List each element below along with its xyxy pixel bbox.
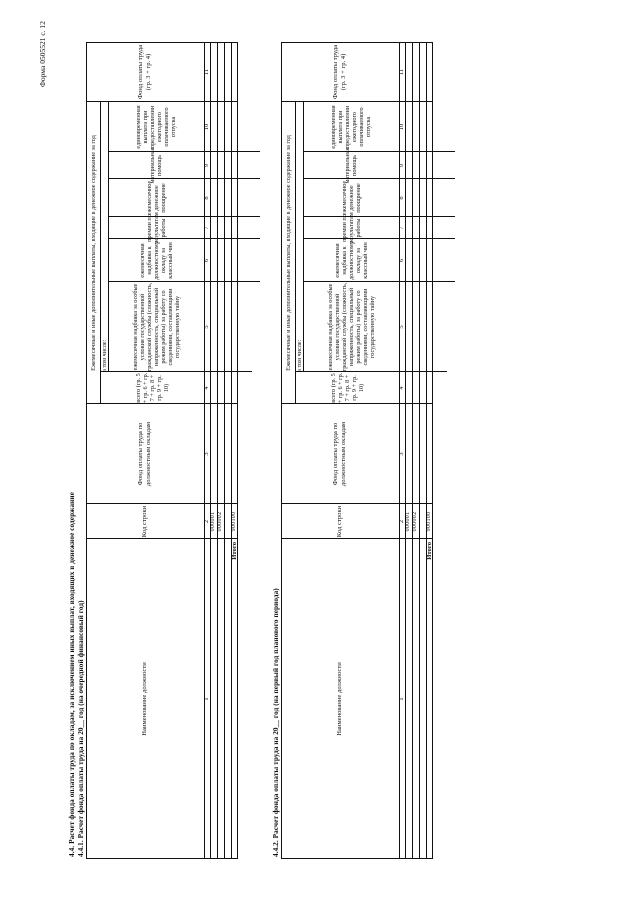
table-4-4-1 xyxy=(86,42,238,859)
column-number: 7 xyxy=(203,226,211,230)
col-header-total: всего (гр. 5 + гр. 6 + гр. 7 + гр. 8 + гр. 9 + гр. 10) xyxy=(329,372,365,404)
section-title: 4.4. Расчет фонда оплаты труда по окладам, за исключением иных выплат, входящих в денежное содержание xyxy=(68,492,76,857)
col-header-group: Ежемесячные и иные дополнительные выплаты, входящие в денежное содержание за год xyxy=(89,135,97,371)
column-number: 9 xyxy=(398,163,406,168)
column-number: 11 xyxy=(398,68,406,76)
col-header-c9: материальная помощь xyxy=(344,147,358,184)
column-number: 8 xyxy=(203,196,211,200)
row-line xyxy=(412,42,413,859)
column-number: 4 xyxy=(203,386,211,390)
col-header-c11: Фонд оплаты труда (гр. 3 + гр. 4) xyxy=(137,44,152,100)
col-header-salary-fund: Фонд оплаты труда по должностным окладам xyxy=(137,421,152,487)
column-number: 3 xyxy=(203,452,211,456)
form-number: Форма 0505521 с. 12 xyxy=(38,21,47,87)
column-number: 4 xyxy=(398,386,406,390)
total-row-code: 900100 xyxy=(230,511,237,532)
column-number: 2 xyxy=(398,519,406,524)
column-number: 8 xyxy=(398,196,406,200)
table-4-4-2 xyxy=(281,42,433,859)
col-header-incl: в том числе: xyxy=(295,339,303,372)
row-line xyxy=(419,42,420,859)
row-code: 000002 xyxy=(411,511,418,532)
column-number: 9 xyxy=(203,163,211,168)
column-number: 5 xyxy=(398,325,406,329)
column-number: 6 xyxy=(398,258,406,263)
col-header-c8: ежемесячное денежное поощрение xyxy=(340,180,362,216)
column-number: 3 xyxy=(398,452,406,456)
column-number: 10 xyxy=(398,123,406,131)
col-header-group: Ежемесячные и иные дополнительные выплаты, входящие в денежное содержание за год xyxy=(284,135,292,371)
column-number: 2 xyxy=(203,519,211,524)
col-header-total: всего (гр. 5 + гр. 6 + гр. 7 + гр. 8 + гр. 9 + гр. 10) xyxy=(134,372,170,404)
column-number: 10 xyxy=(203,123,211,131)
column-number: 7 xyxy=(398,226,406,230)
total-label: Итого xyxy=(230,542,238,560)
col-header-c10: единовременная выплата при предоставлении ежегодного оплачиваемого отпуска xyxy=(135,105,177,149)
col-header-code: Код строки xyxy=(141,505,149,538)
col-header-c11: Фонд оплаты труда (гр. 3 + гр. 4) xyxy=(332,44,347,100)
total-row-code: 900100 xyxy=(425,511,432,532)
col-header-c6: ежемесячная надбавка к должностному окладу за классный чин xyxy=(333,241,369,280)
col-header-c8: ежемесячное денежное поощрение xyxy=(145,180,167,216)
col-header-c7: премии по результатам работы xyxy=(145,212,167,244)
col-header-c5: ежемесячная надбавка за особые условия государственной гражданской службы (сложность, напряженность, специальный режим работы) за работу со сведениями, составляющими государственную тайну xyxy=(326,282,376,372)
table-2-title: 4.4.2. Расчет фонда оплаты труда на 20__ год (на первый год планового периода) xyxy=(272,588,280,857)
col-header-c9: материальная помощь xyxy=(149,147,163,184)
row-code: 000001 xyxy=(404,511,411,532)
total-label: Итого xyxy=(425,542,433,560)
col-header-incl: в том числе: xyxy=(100,339,108,372)
row-line xyxy=(217,42,218,859)
col-header-c6: ежемесячная надбавка к должностному окладу за классный чин xyxy=(138,241,174,280)
column-number: 1 xyxy=(203,697,211,701)
col-header-name: Наименование должности xyxy=(141,662,149,736)
col-header-name: Наименование должности xyxy=(336,662,344,736)
row-line xyxy=(224,42,225,859)
column-number: 5 xyxy=(203,325,211,329)
column-number: 11 xyxy=(203,68,211,76)
col-header-c7: премии по результатам работы xyxy=(340,212,362,244)
col-header-salary-fund: Фонд оплаты труда по должностным окладам xyxy=(332,421,347,487)
column-number: 6 xyxy=(203,258,211,263)
row-code: 000001 xyxy=(209,511,216,532)
col-header-c10: единовременная выплата при предоставлении ежегодного оплачиваемого отпуска xyxy=(330,105,372,149)
col-header-code: Код строки xyxy=(336,505,344,538)
row-code: 000002 xyxy=(216,511,223,532)
col-header-c5: ежемесячная надбавка за особые условия государственной гражданской службы (сложность, напряженность, специальный режим работы) за работу со сведениями, составляющими государственную тайну xyxy=(131,282,181,372)
column-number: 1 xyxy=(398,697,406,701)
table-1-title: 4.4.1. Расчет фонда оплаты труда на 20__ год (на очередной финансовый год) xyxy=(77,600,85,857)
